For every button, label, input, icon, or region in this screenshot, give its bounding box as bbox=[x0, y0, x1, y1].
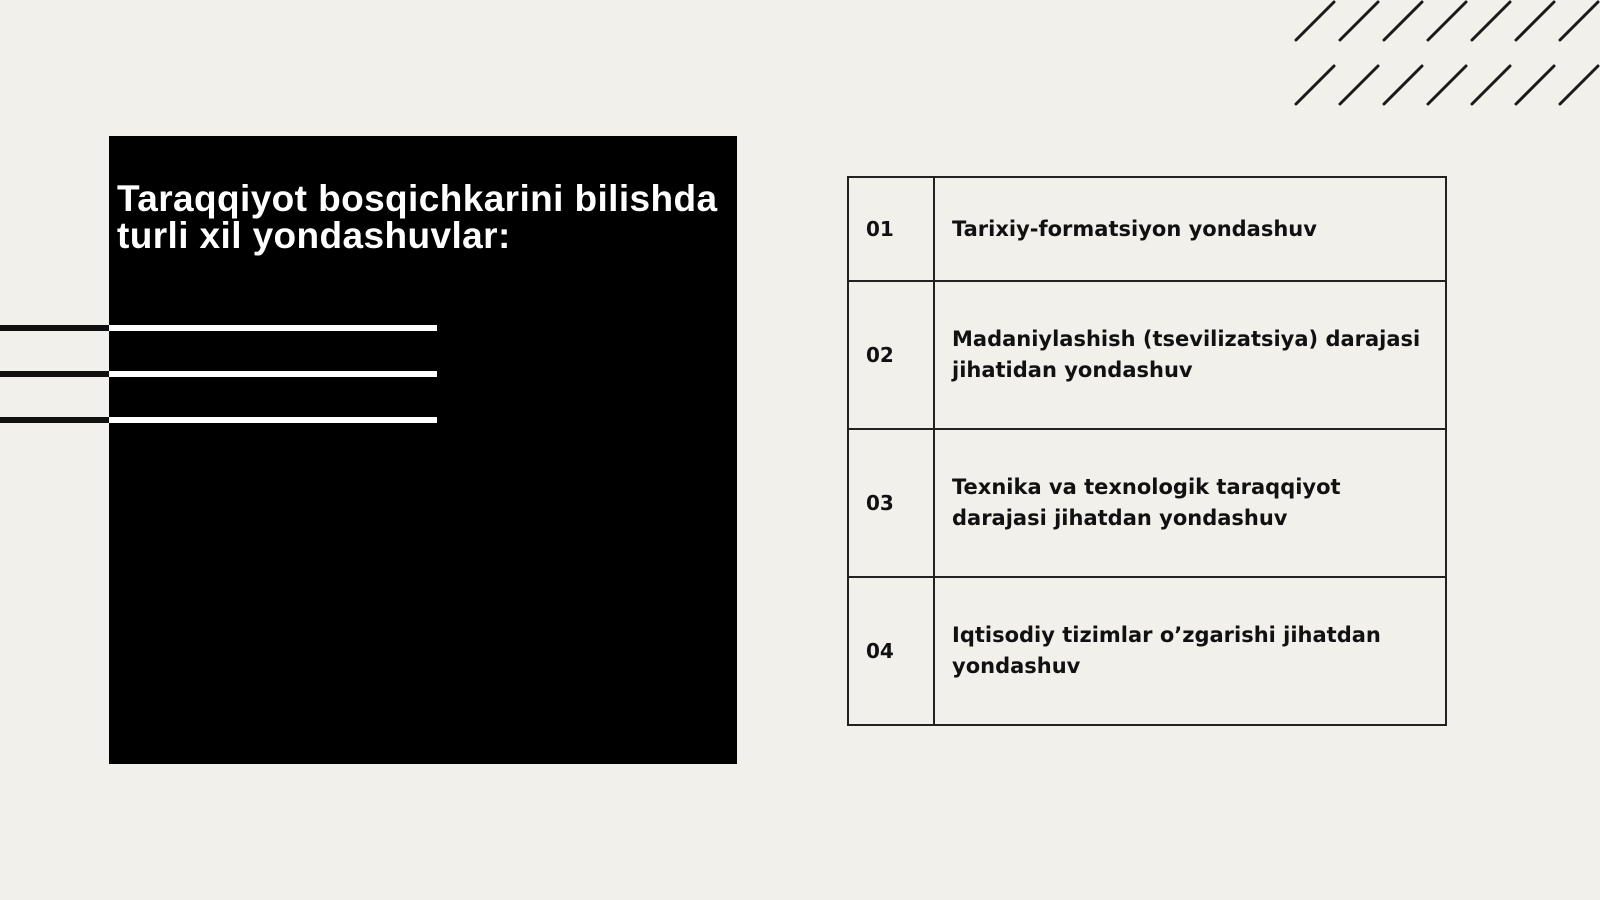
stripe-left-2 bbox=[0, 371, 109, 377]
row-number: 03 bbox=[849, 430, 935, 576]
table-row bbox=[849, 428, 1445, 576]
stripe-right-2 bbox=[109, 371, 437, 377]
row-number: 02 bbox=[849, 282, 935, 428]
stripe-left-3 bbox=[0, 417, 109, 423]
row-text bbox=[935, 578, 1445, 724]
table-row bbox=[849, 178, 1445, 280]
stripe-right-3 bbox=[109, 417, 437, 423]
table-row bbox=[849, 280, 1445, 428]
slide-title bbox=[117, 180, 817, 254]
approaches-table bbox=[847, 176, 1447, 726]
row-text bbox=[935, 282, 1445, 428]
title-line-2: turli xil yondashuvlar: bbox=[117, 215, 511, 256]
row-text-content: Tarixiy-formatsiyon yondashuv bbox=[952, 216, 1317, 241]
row-number: 04 bbox=[849, 578, 935, 724]
row-number: 01 bbox=[849, 178, 935, 280]
table-row bbox=[849, 576, 1445, 724]
stripe-left-1 bbox=[0, 325, 109, 331]
row-text-content: Texnika va texnologik taraqqiyot darajasi jihatdan yondashuv bbox=[952, 475, 1341, 530]
row-text bbox=[935, 430, 1445, 576]
diagonal-hatch-decoration bbox=[1290, 0, 1600, 110]
row-text-content: Iqtisodiy tizimlar o’zgarishi jihatdan yondashuv bbox=[952, 623, 1381, 678]
row-text bbox=[935, 178, 1445, 280]
stripe-right-1 bbox=[109, 325, 437, 331]
title-line-1: Taraqqiyot bosqichkarini bilishda bbox=[117, 178, 718, 219]
row-text-content: Madaniylashish (tsevilizatsiya) darajasi jihatidan yondashuv bbox=[952, 327, 1421, 382]
